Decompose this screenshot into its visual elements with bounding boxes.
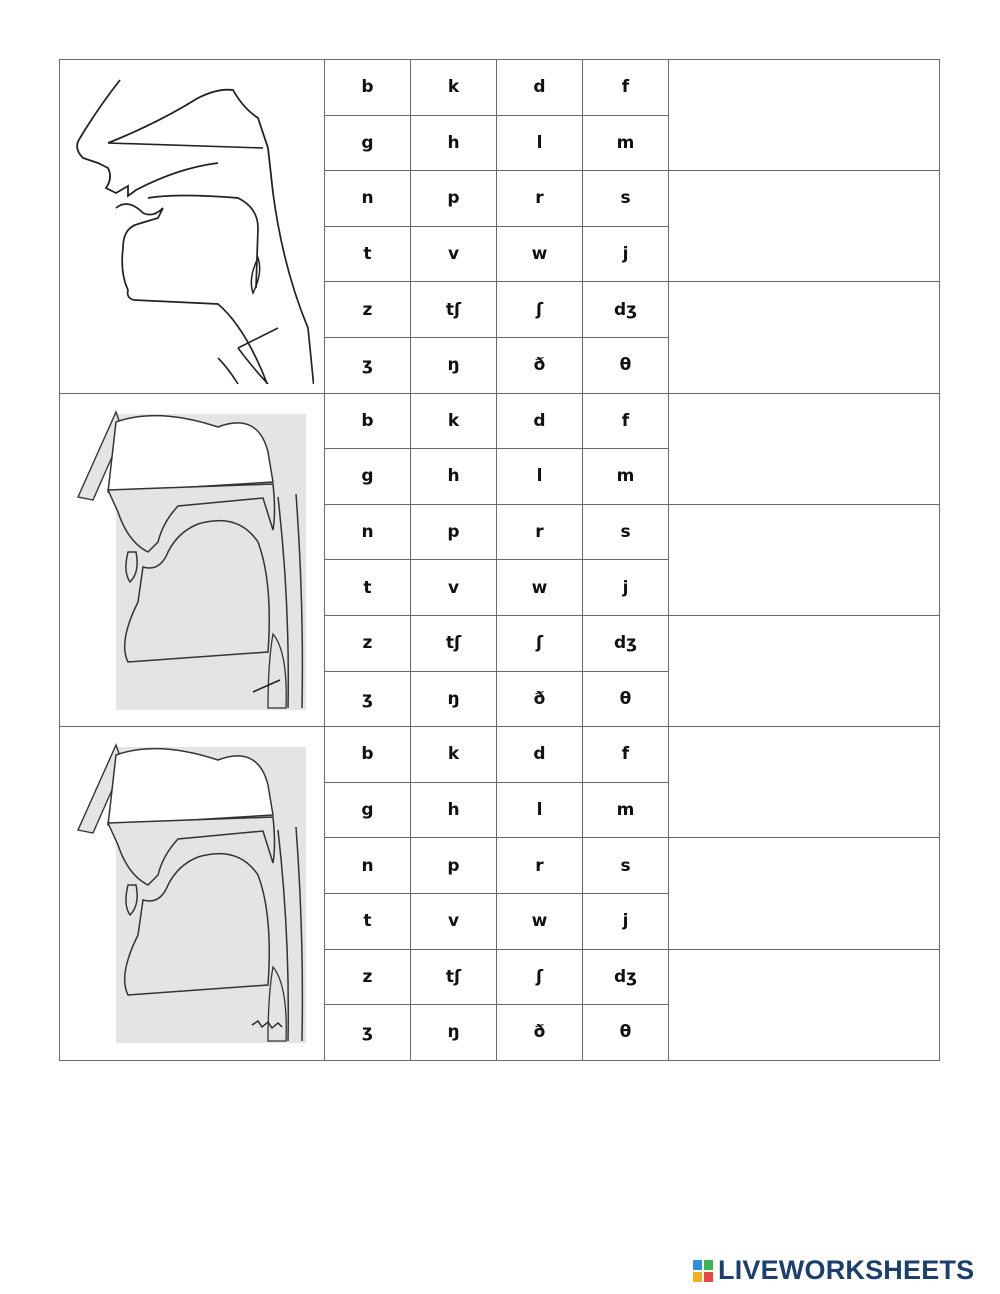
phoneme-symbol[interactable]: b [325,727,411,783]
phoneme-symbol[interactable]: ð [497,1005,583,1061]
vocal-tract-diagram-cell [60,727,325,1061]
answer-box[interactable] [669,727,940,838]
phonetics-worksheet-table [59,59,940,1061]
phoneme-symbol[interactable]: ʒ [325,337,411,393]
phoneme-symbol[interactable]: v [411,560,497,616]
phoneme-symbol[interactable]: p [411,504,497,560]
phoneme-symbol[interactable]: n [325,838,411,894]
phoneme-symbol[interactable]: d [497,727,583,783]
phoneme-symbol[interactable]: d [497,393,583,449]
vocal-tract-diagram-cell [60,60,325,394]
phoneme-symbol[interactable]: w [497,893,583,949]
phoneme-symbol[interactable]: k [411,393,497,449]
phoneme-symbol[interactable]: m [583,449,669,505]
phoneme-symbol[interactable]: ʃ [497,282,583,338]
phoneme-symbol[interactable]: m [583,782,669,838]
phoneme-symbol[interactable]: r [497,504,583,560]
phoneme-symbol[interactable]: t [325,893,411,949]
phoneme-symbol[interactable]: d [497,60,583,116]
phoneme-symbol[interactable]: ð [497,337,583,393]
symbol-row [60,393,940,449]
phoneme-symbol[interactable]: f [583,727,669,783]
phoneme-symbol[interactable]: b [325,393,411,449]
answer-box[interactable] [669,949,940,1060]
phoneme-symbol[interactable]: t [325,560,411,616]
phoneme-symbol[interactable]: ŋ [411,1005,497,1061]
liveworksheets-brand [692,1255,974,1286]
phoneme-symbol[interactable]: ð [497,671,583,727]
answer-box[interactable] [669,282,940,393]
phoneme-symbol[interactable]: θ [583,337,669,393]
phoneme-symbol[interactable]: h [411,115,497,171]
phoneme-symbol[interactable]: dʒ [583,615,669,671]
answer-box[interactable] [669,504,940,615]
phoneme-symbol[interactable]: s [583,171,669,227]
answer-box[interactable] [669,393,940,504]
phoneme-symbol[interactable]: l [497,782,583,838]
phoneme-symbol[interactable]: m [583,115,669,171]
symbol-row [60,727,940,783]
phoneme-symbol[interactable]: t [325,226,411,282]
phoneme-symbol[interactable]: ŋ [411,337,497,393]
phoneme-symbol[interactable]: z [325,615,411,671]
phoneme-symbol[interactable]: tʃ [411,282,497,338]
phoneme-symbol[interactable]: b [325,60,411,116]
phoneme-symbol[interactable]: z [325,949,411,1005]
phoneme-symbol[interactable]: v [411,226,497,282]
phoneme-symbol[interactable]: g [325,449,411,505]
phoneme-symbol[interactable]: j [583,226,669,282]
liveworksheets-logo-icon [692,1259,714,1283]
phoneme-symbol[interactable]: ʃ [497,949,583,1005]
phoneme-symbol[interactable]: k [411,60,497,116]
phoneme-symbol[interactable]: w [497,226,583,282]
phoneme-symbol[interactable]: l [497,449,583,505]
phoneme-symbol[interactable]: p [411,838,497,894]
phoneme-symbol[interactable]: θ [583,671,669,727]
vocal-tract-outline-icon [68,68,314,384]
phoneme-symbol[interactable]: tʃ [411,949,497,1005]
phoneme-symbol[interactable]: tʃ [411,615,497,671]
answer-box[interactable] [669,615,940,726]
brand-name: LIVEWORKSHEETS [718,1255,975,1285]
answer-box[interactable] [669,60,940,171]
phoneme-symbol[interactable]: θ [583,1005,669,1061]
vocal-tract-diagram-cell [60,393,325,727]
phoneme-symbol[interactable]: f [583,393,669,449]
phoneme-symbol[interactable]: v [411,893,497,949]
phoneme-symbol[interactable]: j [583,893,669,949]
phoneme-symbol[interactable]: ʃ [497,615,583,671]
phoneme-symbol[interactable]: l [497,115,583,171]
phoneme-symbol[interactable]: p [411,171,497,227]
phoneme-symbol[interactable]: r [497,171,583,227]
phoneme-symbol[interactable]: z [325,282,411,338]
phoneme-symbol[interactable]: ŋ [411,671,497,727]
phoneme-symbol[interactable]: dʒ [583,949,669,1005]
phoneme-symbol[interactable]: h [411,782,497,838]
phoneme-symbol[interactable]: ʒ [325,1005,411,1061]
phoneme-symbol[interactable]: f [583,60,669,116]
phoneme-symbol[interactable]: n [325,504,411,560]
phoneme-symbol[interactable]: g [325,115,411,171]
phoneme-symbol[interactable]: h [411,449,497,505]
vocal-tract-vibrating-glottis-icon [68,735,314,1051]
phoneme-symbol[interactable]: k [411,727,497,783]
phoneme-symbol[interactable]: s [583,838,669,894]
phoneme-symbol[interactable]: s [583,504,669,560]
symbol-row [60,60,940,116]
phoneme-symbol[interactable]: j [583,560,669,616]
phoneme-symbol[interactable]: n [325,171,411,227]
phoneme-symbol[interactable]: r [497,838,583,894]
vocal-tract-open-glottis-icon [68,402,314,718]
answer-box[interactable] [669,171,940,282]
phoneme-symbol[interactable]: dʒ [583,282,669,338]
phoneme-symbol[interactable]: ʒ [325,671,411,727]
phoneme-symbol[interactable]: g [325,782,411,838]
answer-box[interactable] [669,838,940,949]
phoneme-symbol[interactable]: w [497,560,583,616]
